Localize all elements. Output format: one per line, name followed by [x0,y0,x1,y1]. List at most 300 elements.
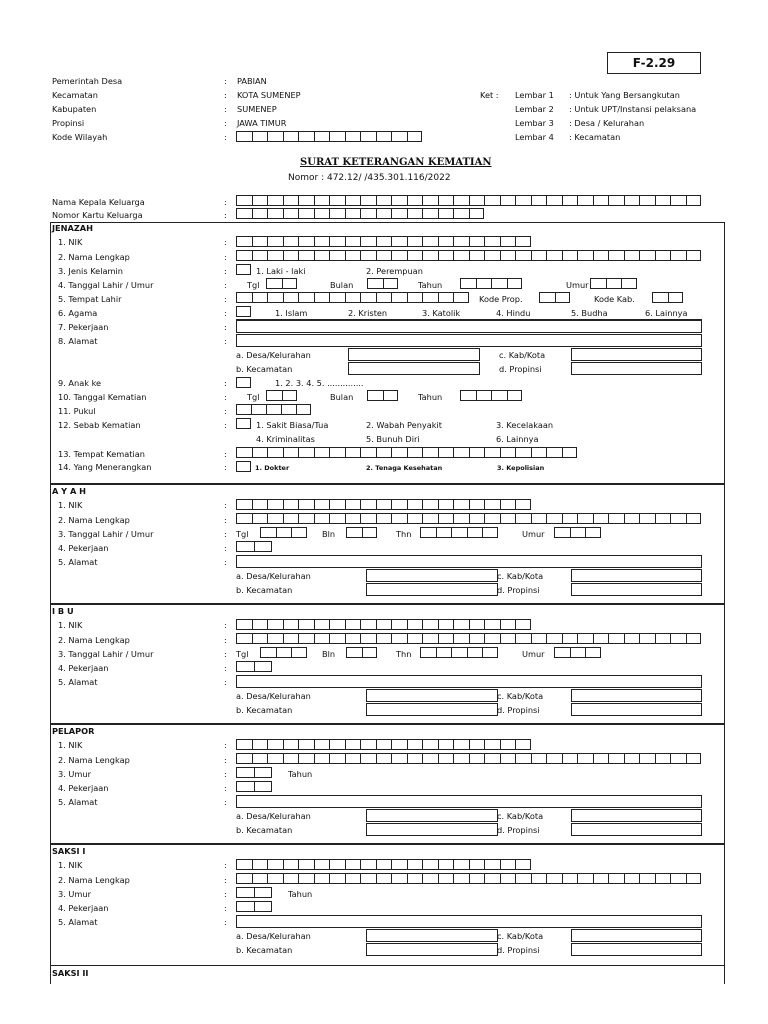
char-box[interactable] [283,292,299,303]
char-box[interactable] [453,292,469,303]
char-box[interactable] [267,292,283,303]
char-box[interactable] [484,873,500,884]
char-box[interactable] [236,461,251,472]
char-box[interactable] [407,195,423,206]
char-box[interactable] [345,208,361,219]
char-box[interactable] [639,633,655,644]
char-box[interactable] [438,499,454,510]
char-box[interactable] [438,619,454,630]
char-box[interactable] [252,753,268,764]
char-box[interactable] [531,633,547,644]
char-box[interactable] [298,739,314,750]
char-box[interactable] [314,633,330,644]
char-box[interactable] [554,527,570,538]
char-box[interactable] [267,619,283,630]
char-box[interactable] [252,292,268,303]
char-box[interactable] [329,753,345,764]
char-box[interactable] [608,633,624,644]
char-box[interactable] [500,236,516,247]
char-box[interactable] [438,250,454,261]
char-box[interactable] [254,781,272,792]
char-box[interactable] [254,661,272,672]
char-box[interactable] [453,236,469,247]
char-box[interactable] [407,739,423,750]
char-box[interactable] [655,195,671,206]
death-year-boxes[interactable] [460,390,522,401]
kab-field[interactable] [571,929,702,942]
char-box[interactable] [360,859,376,870]
char-box[interactable] [422,739,438,750]
char-box[interactable] [422,499,438,510]
age-boxes[interactable] [554,647,601,658]
char-box[interactable] [252,499,268,510]
char-box[interactable] [236,418,251,429]
char-box[interactable] [438,292,454,303]
char-box[interactable] [593,753,609,764]
address-field[interactable] [236,555,702,568]
age-boxes[interactable] [590,278,637,289]
char-box[interactable] [267,859,283,870]
char-box[interactable] [546,447,562,458]
birth-month-boxes[interactable] [346,527,377,538]
char-box[interactable] [606,278,622,289]
char-box[interactable] [422,447,438,458]
char-box[interactable] [531,250,547,261]
char-box[interactable] [608,513,624,524]
char-box[interactable] [407,208,423,219]
char-box[interactable] [376,859,392,870]
char-box[interactable] [639,195,655,206]
char-box[interactable] [484,447,500,458]
char-box[interactable] [391,447,407,458]
char-box[interactable] [360,250,376,261]
char-box[interactable] [383,390,399,401]
char-box[interactable] [655,250,671,261]
char-box[interactable] [345,499,361,510]
char-box[interactable] [267,131,283,142]
char-box[interactable] [391,208,407,219]
char-box[interactable] [655,753,671,764]
char-box[interactable] [360,513,376,524]
char-box[interactable] [562,873,578,884]
char-box[interactable] [236,306,251,317]
char-box[interactable] [546,633,562,644]
char-box[interactable] [500,619,516,630]
char-box[interactable] [391,859,407,870]
kode-prop-boxes[interactable] [539,292,570,303]
char-box[interactable] [391,619,407,630]
char-box[interactable] [624,633,640,644]
char-box[interactable] [515,236,531,247]
char-box[interactable] [438,859,454,870]
char-box[interactable] [276,647,292,658]
char-box[interactable] [555,292,571,303]
char-box[interactable] [314,292,330,303]
char-box[interactable] [531,195,547,206]
char-box[interactable] [515,619,531,630]
char-box[interactable] [422,633,438,644]
char-box[interactable] [577,753,593,764]
char-box[interactable] [438,236,454,247]
char-box[interactable] [469,739,485,750]
char-box[interactable] [376,292,392,303]
char-box[interactable] [282,390,298,401]
desa-field[interactable] [366,569,498,582]
char-box[interactable] [500,739,516,750]
name-boxes[interactable] [236,633,701,644]
char-box[interactable] [252,195,268,206]
char-box[interactable] [345,513,361,524]
char-box[interactable] [686,873,702,884]
char-box[interactable] [593,513,609,524]
char-box[interactable] [314,131,330,142]
prop-field[interactable] [571,943,702,956]
nik-boxes[interactable] [236,236,531,247]
char-box[interactable] [438,208,454,219]
char-box[interactable] [686,513,702,524]
char-box[interactable] [283,236,299,247]
char-box[interactable] [367,278,383,289]
char-box[interactable] [345,873,361,884]
char-box[interactable] [236,661,254,672]
char-box[interactable] [346,647,362,658]
char-box[interactable] [554,647,570,658]
char-box[interactable] [376,208,392,219]
char-box[interactable] [562,753,578,764]
char-box[interactable] [639,513,655,524]
birth-day-boxes[interactable] [266,278,297,289]
char-box[interactable] [236,513,252,524]
char-box[interactable] [360,131,376,142]
char-box[interactable] [515,447,531,458]
char-box[interactable] [469,195,485,206]
char-box[interactable] [376,447,392,458]
char-box[interactable] [314,208,330,219]
char-box[interactable] [252,447,268,458]
char-box[interactable] [367,390,383,401]
char-box[interactable] [639,873,655,884]
hour-boxes[interactable] [236,404,311,415]
char-box[interactable] [500,859,516,870]
char-box[interactable] [453,447,469,458]
char-box[interactable] [252,873,268,884]
char-box[interactable] [577,873,593,884]
char-box[interactable] [267,208,283,219]
char-box[interactable] [298,873,314,884]
char-box[interactable] [593,873,609,884]
char-box[interactable] [469,236,485,247]
char-box[interactable] [314,513,330,524]
char-box[interactable] [546,250,562,261]
char-box[interactable] [267,447,283,458]
char-box[interactable] [236,499,252,510]
char-box[interactable] [593,633,609,644]
char-box[interactable] [531,753,547,764]
char-box[interactable] [436,647,452,658]
char-box[interactable] [539,292,555,303]
death-month-boxes[interactable] [367,390,398,401]
char-box[interactable] [329,619,345,630]
char-box[interactable] [236,131,252,142]
char-box[interactable] [391,739,407,750]
char-box[interactable] [608,873,624,884]
char-box[interactable] [254,767,272,778]
char-box[interactable] [469,513,485,524]
char-box[interactable] [484,619,500,630]
birth-year-boxes[interactable] [460,278,522,289]
char-box[interactable] [652,292,668,303]
char-box[interactable] [236,633,252,644]
char-box[interactable] [314,739,330,750]
char-box[interactable] [621,278,637,289]
age-boxes[interactable] [236,767,272,778]
head-of-family-boxes[interactable] [236,195,701,206]
char-box[interactable] [500,195,516,206]
char-box[interactable] [469,619,485,630]
char-box[interactable] [252,619,268,630]
char-box[interactable] [236,859,252,870]
char-box[interactable] [391,292,407,303]
char-box[interactable] [329,873,345,884]
death-place-boxes[interactable] [236,447,577,458]
char-box[interactable] [515,633,531,644]
char-box[interactable] [236,873,252,884]
char-box[interactable] [296,404,311,415]
char-box[interactable] [670,195,686,206]
char-box[interactable] [236,619,252,630]
char-box[interactable] [500,633,516,644]
char-box[interactable] [422,753,438,764]
char-box[interactable] [655,633,671,644]
char-box[interactable] [360,292,376,303]
char-box[interactable] [546,753,562,764]
char-box[interactable] [500,873,516,884]
char-box[interactable] [266,278,282,289]
char-box[interactable] [376,236,392,247]
char-box[interactable] [577,250,593,261]
char-box[interactable] [422,873,438,884]
char-box[interactable] [453,499,469,510]
char-box[interactable] [345,633,361,644]
char-box[interactable] [314,499,330,510]
char-box[interactable] [345,195,361,206]
char-box[interactable] [500,513,516,524]
desa-field[interactable] [366,809,498,822]
char-box[interactable] [460,278,476,289]
char-box[interactable] [484,236,500,247]
char-box[interactable] [655,873,671,884]
char-box[interactable] [467,527,483,538]
char-box[interactable] [376,753,392,764]
char-box[interactable] [329,236,345,247]
char-box[interactable] [515,195,531,206]
name-boxes[interactable] [236,250,701,261]
char-box[interactable] [531,513,547,524]
char-box[interactable] [291,527,307,538]
char-box[interactable] [670,250,686,261]
char-box[interactable] [593,250,609,261]
char-box[interactable] [451,647,467,658]
char-box[interactable] [252,236,268,247]
char-box[interactable] [484,633,500,644]
child-order-box[interactable] [236,377,251,388]
char-box[interactable] [515,250,531,261]
char-box[interactable] [515,859,531,870]
char-box[interactable] [298,447,314,458]
char-box[interactable] [236,887,254,898]
char-box[interactable] [314,250,330,261]
char-box[interactable] [360,619,376,630]
kecamatan-field[interactable] [366,823,498,836]
char-box[interactable] [276,527,292,538]
char-box[interactable] [469,447,485,458]
char-box[interactable] [298,195,314,206]
char-box[interactable] [254,887,272,898]
char-box[interactable] [345,292,361,303]
char-box[interactable] [252,859,268,870]
char-box[interactable] [670,873,686,884]
char-box[interactable] [438,513,454,524]
gender-box[interactable] [236,264,251,275]
char-box[interactable] [383,278,399,289]
char-box[interactable] [476,278,492,289]
char-box[interactable] [376,195,392,206]
char-box[interactable] [407,753,423,764]
char-box[interactable] [298,292,314,303]
char-box[interactable] [407,513,423,524]
char-box[interactable] [298,499,314,510]
family-card-boxes[interactable] [236,208,484,219]
char-box[interactable] [282,278,298,289]
char-box[interactable] [236,739,252,750]
char-box[interactable] [329,859,345,870]
char-box[interactable] [407,236,423,247]
char-box[interactable] [590,278,606,289]
char-box[interactable] [252,131,268,142]
char-box[interactable] [236,901,254,912]
char-box[interactable] [670,513,686,524]
char-box[interactable] [298,859,314,870]
char-box[interactable] [482,527,498,538]
char-box[interactable] [484,513,500,524]
char-box[interactable] [329,739,345,750]
prop-field[interactable] [571,583,702,596]
desa-field[interactable] [366,689,498,702]
char-box[interactable] [570,527,586,538]
birth-day-boxes[interactable] [260,527,307,538]
char-box[interactable] [639,250,655,261]
char-box[interactable] [376,513,392,524]
char-box[interactable] [266,390,282,401]
char-box[interactable] [260,527,276,538]
char-box[interactable] [453,633,469,644]
char-box[interactable] [407,633,423,644]
char-box[interactable] [546,513,562,524]
prop-field[interactable] [571,362,702,375]
char-box[interactable] [360,236,376,247]
char-box[interactable] [420,527,436,538]
char-box[interactable] [283,753,299,764]
char-box[interactable] [670,633,686,644]
char-box[interactable] [624,753,640,764]
char-box[interactable] [329,513,345,524]
occupation-field[interactable] [236,320,702,333]
kode-kab-boxes[interactable] [652,292,683,303]
informant-box[interactable] [236,461,251,472]
char-box[interactable] [345,447,361,458]
char-box[interactable] [283,195,299,206]
char-box[interactable] [500,250,516,261]
char-box[interactable] [267,195,283,206]
char-box[interactable] [360,739,376,750]
char-box[interactable] [655,513,671,524]
char-box[interactable] [329,447,345,458]
char-box[interactable] [562,250,578,261]
char-box[interactable] [686,250,702,261]
char-box[interactable] [453,619,469,630]
char-box[interactable] [314,236,330,247]
char-box[interactable] [254,901,272,912]
char-box[interactable] [491,278,507,289]
char-box[interactable] [314,859,330,870]
char-box[interactable] [360,208,376,219]
char-box[interactable] [298,208,314,219]
age-boxes[interactable] [554,527,601,538]
char-box[interactable] [515,873,531,884]
char-box[interactable] [407,499,423,510]
char-box[interactable] [236,250,252,261]
char-box[interactable] [438,195,454,206]
char-box[interactable] [546,873,562,884]
char-box[interactable] [608,195,624,206]
char-box[interactable] [267,633,283,644]
char-box[interactable] [407,873,423,884]
char-box[interactable] [469,753,485,764]
cause-box[interactable] [236,418,251,429]
char-box[interactable] [345,236,361,247]
occupation-boxes[interactable] [236,901,272,912]
char-box[interactable] [376,739,392,750]
char-box[interactable] [391,873,407,884]
birthplace-boxes[interactable] [236,292,469,303]
char-box[interactable] [624,250,640,261]
char-box[interactable] [453,873,469,884]
char-box[interactable] [236,541,254,552]
char-box[interactable] [453,250,469,261]
char-box[interactable] [252,633,268,644]
char-box[interactable] [422,513,438,524]
char-box[interactable] [267,250,283,261]
birth-month-boxes[interactable] [367,278,398,289]
char-box[interactable] [407,131,423,142]
char-box[interactable] [314,195,330,206]
birth-day-boxes[interactable] [260,647,307,658]
char-box[interactable] [507,278,523,289]
char-box[interactable] [515,499,531,510]
char-box[interactable] [283,739,299,750]
char-box[interactable] [686,753,702,764]
char-box[interactable] [453,513,469,524]
char-box[interactable] [236,447,252,458]
nik-boxes[interactable] [236,619,531,630]
char-box[interactable] [476,390,492,401]
occupation-boxes[interactable] [236,781,272,792]
char-box[interactable] [283,513,299,524]
char-box[interactable] [236,292,252,303]
char-box[interactable] [624,513,640,524]
char-box[interactable] [236,377,251,388]
address-field[interactable] [236,675,702,688]
